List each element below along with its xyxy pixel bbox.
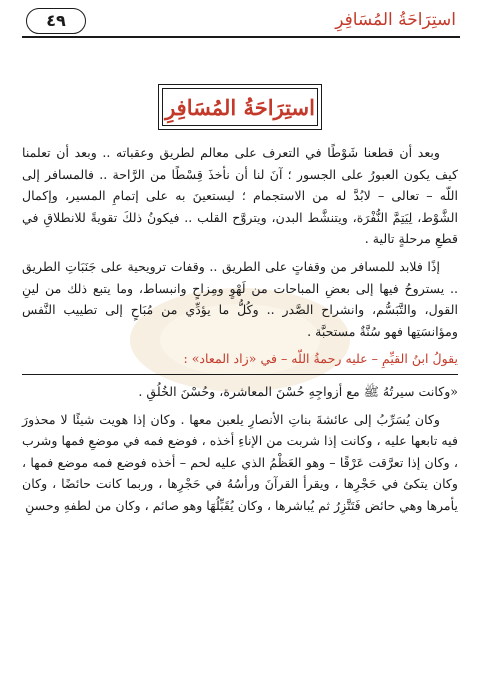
section-title-frame (158, 84, 322, 130)
paragraph-2: إذًا فلابد للمسافر من وقفاتٍ على الطريق .. وقفات ترويحية على جَنَبَاتِ الطريق .. يستروحُ فيها إلى بعضِ المباحات من لَهْوٍ ومِزاحٍ وانبساط، وما يتبع ذلك من لينِ القول، والتَّبَسُّم، وانشراح الصَّدر .. وكُلُّ ما يؤدِّي من مُبَاحٍ إلى تطييب النَّفس ومؤانسَتِها فهو سُنَّةٌ مستحبَّة . (22, 258, 458, 339)
page-header (22, 8, 460, 38)
section-title-inner-frame (162, 88, 318, 126)
quote-divider (22, 374, 458, 375)
main-text (22, 142, 458, 523)
page-number: ٤٩ (26, 8, 86, 34)
quote-text: «وكانت سيرتُهُ ﷺ مع أزواجِهِ حُسْنَ المعاشرة، وحُسْنَ الخُلُقِ . (138, 383, 458, 399)
paragraph-3: وكان يُسَرِّبُ إلى عائشةَ بناتِ الأنصارِ يلعبن معها . وكان إذا هويت شيئًا لا محذورَ فيه تابعها عليه ، وكانت إذا شربت من الإناءِ أخذه ، فوضع فمه في موضعِ فمها وشرب ، وكان إذا تعرَّقت عَرْقًا – وهو العَظْمُ الذي عليه لحم – أخذه فوضع فمه موضع فمها ، وكان يتكئ في حَجْرِها ، ويقرأ القرآنَ ورأسُهُ في حَجْرِها ، وربما كانت حائضًا ، وكان يأمرها وهي حائض فَتَتَّزِرُ ثم يُباشرها ، وكان يُقَبِّلُهَا وهو صائم ، وكان من لطفهِ وحسنِ (22, 411, 458, 513)
quote-intro: يقولُ ابنُ القيِّمِ – عليه رحمةُ اللّه – في «زاد المعاد» : (183, 351, 458, 367)
running-title: استِرَاحَةُ المُسَافِرِ (335, 10, 456, 30)
section-title: استِرَاحَةُ المُسَافِرِ (165, 94, 315, 120)
paragraph-1: وبعد أن قطعنا شَوْطًا في التعرف على معالم لطريق وعقباته .. وبعد أن تعلمنا كيف يكون العبورُ على الجسور ؛ آنَ لنا أن نأخذَ قِسْطًا من الرَّاحة .. فالمسافر إلى اللّه – تعالى – لابُدَّ له من الاستجمام ؛ ليستعينَ به على إتمامِ المسير، وإكمال الشَّوْط، لِيَتِمَّ النُّفْرَة، ويتنشَّط البدن، ويتروَّح القلب .. فيكونُ ذلكَ تقويةً للانطلاقِ في قطعِ مرحلةٍ تالية . (22, 145, 458, 247)
